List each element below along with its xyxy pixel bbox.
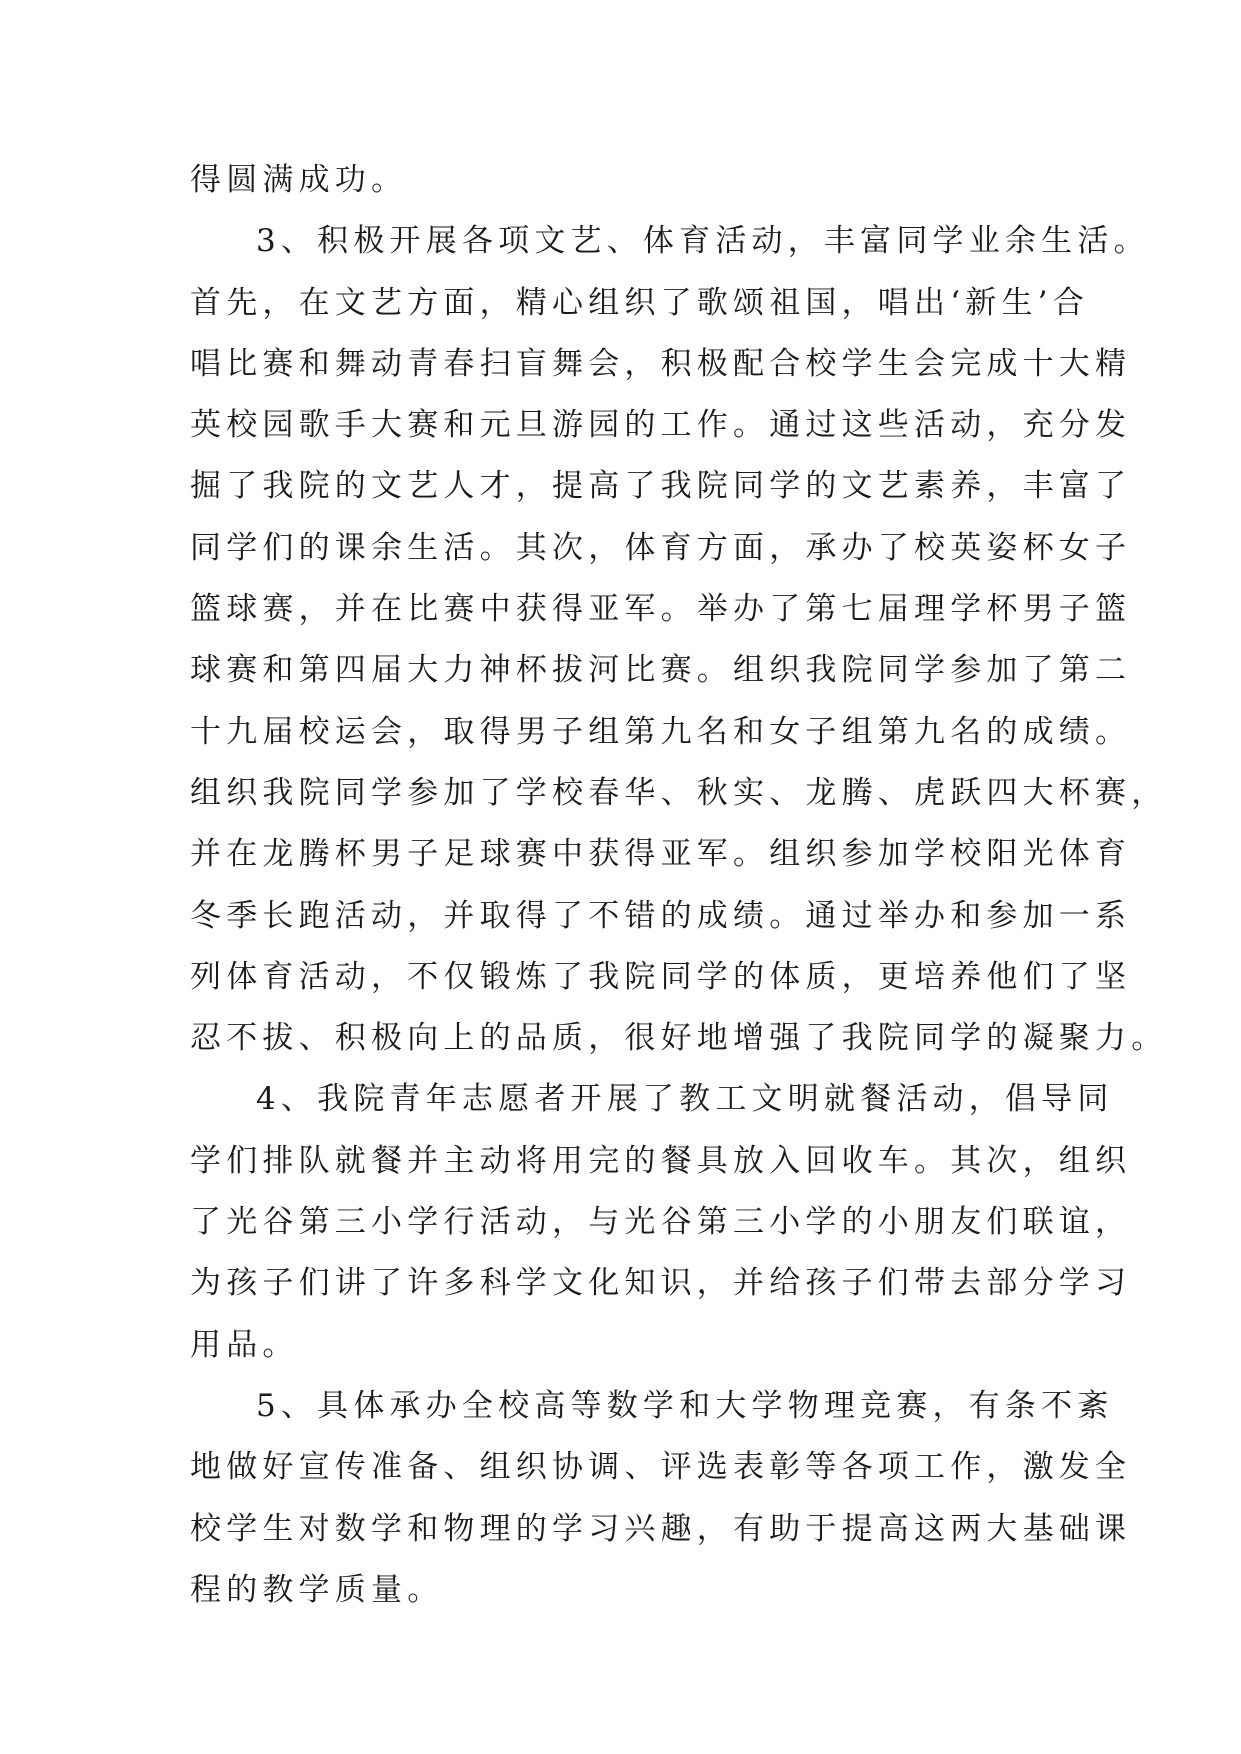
text-line: 地做好宣传准备、组织协调、评选表彰等各项工作，激发全 xyxy=(190,1449,1132,1486)
paragraph-item-4 xyxy=(190,1069,1132,1375)
text-line: 了光谷第三小学行活动，与光谷第三小学的小朋友们联谊， xyxy=(190,1204,1132,1241)
text-line: 为孩子们讲了许多科学文化知识，并给孩子们带去部分学习 xyxy=(190,1265,1132,1302)
text-line: 5、具体承办全校高等数学和大学物理竞赛，有条不紊 xyxy=(256,1387,1114,1424)
text-line: 冬季长跑活动，并取得了不错的成绩。通过举办和参加一系 xyxy=(190,897,1132,934)
text-line: 4、我院青年志愿者开展了教工文明就餐活动，倡导同 xyxy=(256,1081,1114,1118)
text-line: 3、积极开展各项文艺、体育活动，丰富同学业余生活。 xyxy=(256,223,1150,260)
text-line: 首先，在文艺方面，精心组织了歌颂祖国，唱出‘新生’合 xyxy=(190,284,1089,321)
paragraph-item-3 xyxy=(190,211,1168,1069)
text-line: 程的教学质量。 xyxy=(190,1571,444,1608)
text-line: 十九届校运会，取得男子组第九名和女子组第九名的成绩。 xyxy=(190,713,1132,750)
text-line: 学们排队就餐并主动将用完的餐具放入回收车。其次，组织 xyxy=(190,1142,1132,1179)
text-line: 用品。 xyxy=(190,1326,299,1363)
text-line: 唱比赛和舞动青春扫盲舞会，积极配合校学生会完成十大精 xyxy=(190,345,1132,382)
paragraph-item-5 xyxy=(190,1376,1132,1621)
text-line: 组织我院同学参加了学校春华、秋实、龙腾、虎跃四大杯赛， xyxy=(190,774,1168,811)
text-line: 得圆满成功。 xyxy=(190,162,408,198)
text-line: 同学们的课余生活。其次，体育方面，承办了校英姿杯女子 xyxy=(190,529,1132,566)
text-line: 篮球赛，并在比赛中获得亚军。举办了第七届理学杯男子篮 xyxy=(190,591,1132,628)
document-body xyxy=(190,150,1168,1621)
text-line: 球赛和第四届大力神杯拔河比赛。组织我院同学参加了第二 xyxy=(190,652,1132,689)
paragraph-continuation xyxy=(190,150,1090,211)
text-line: 忍不拔、积极向上的品质，很好地增强了我院同学的凝聚力。 xyxy=(190,1020,1168,1057)
text-line: 英校园歌手大赛和元旦游园的工作。通过这些活动，充分发 xyxy=(190,407,1132,444)
text-line: 校学生对数学和物理的学习兴趣，有助于提高这两大基础课 xyxy=(190,1510,1132,1547)
text-line: 并在龙腾杯男子足球赛中获得亚军。组织参加学校阳光体育 xyxy=(190,836,1132,873)
text-line: 列体育活动，不仅锻炼了我院同学的体质，更培养他们了坚 xyxy=(190,958,1132,995)
text-line: 掘了我院的文艺人才，提高了我院同学的文艺素养，丰富了 xyxy=(190,468,1132,505)
